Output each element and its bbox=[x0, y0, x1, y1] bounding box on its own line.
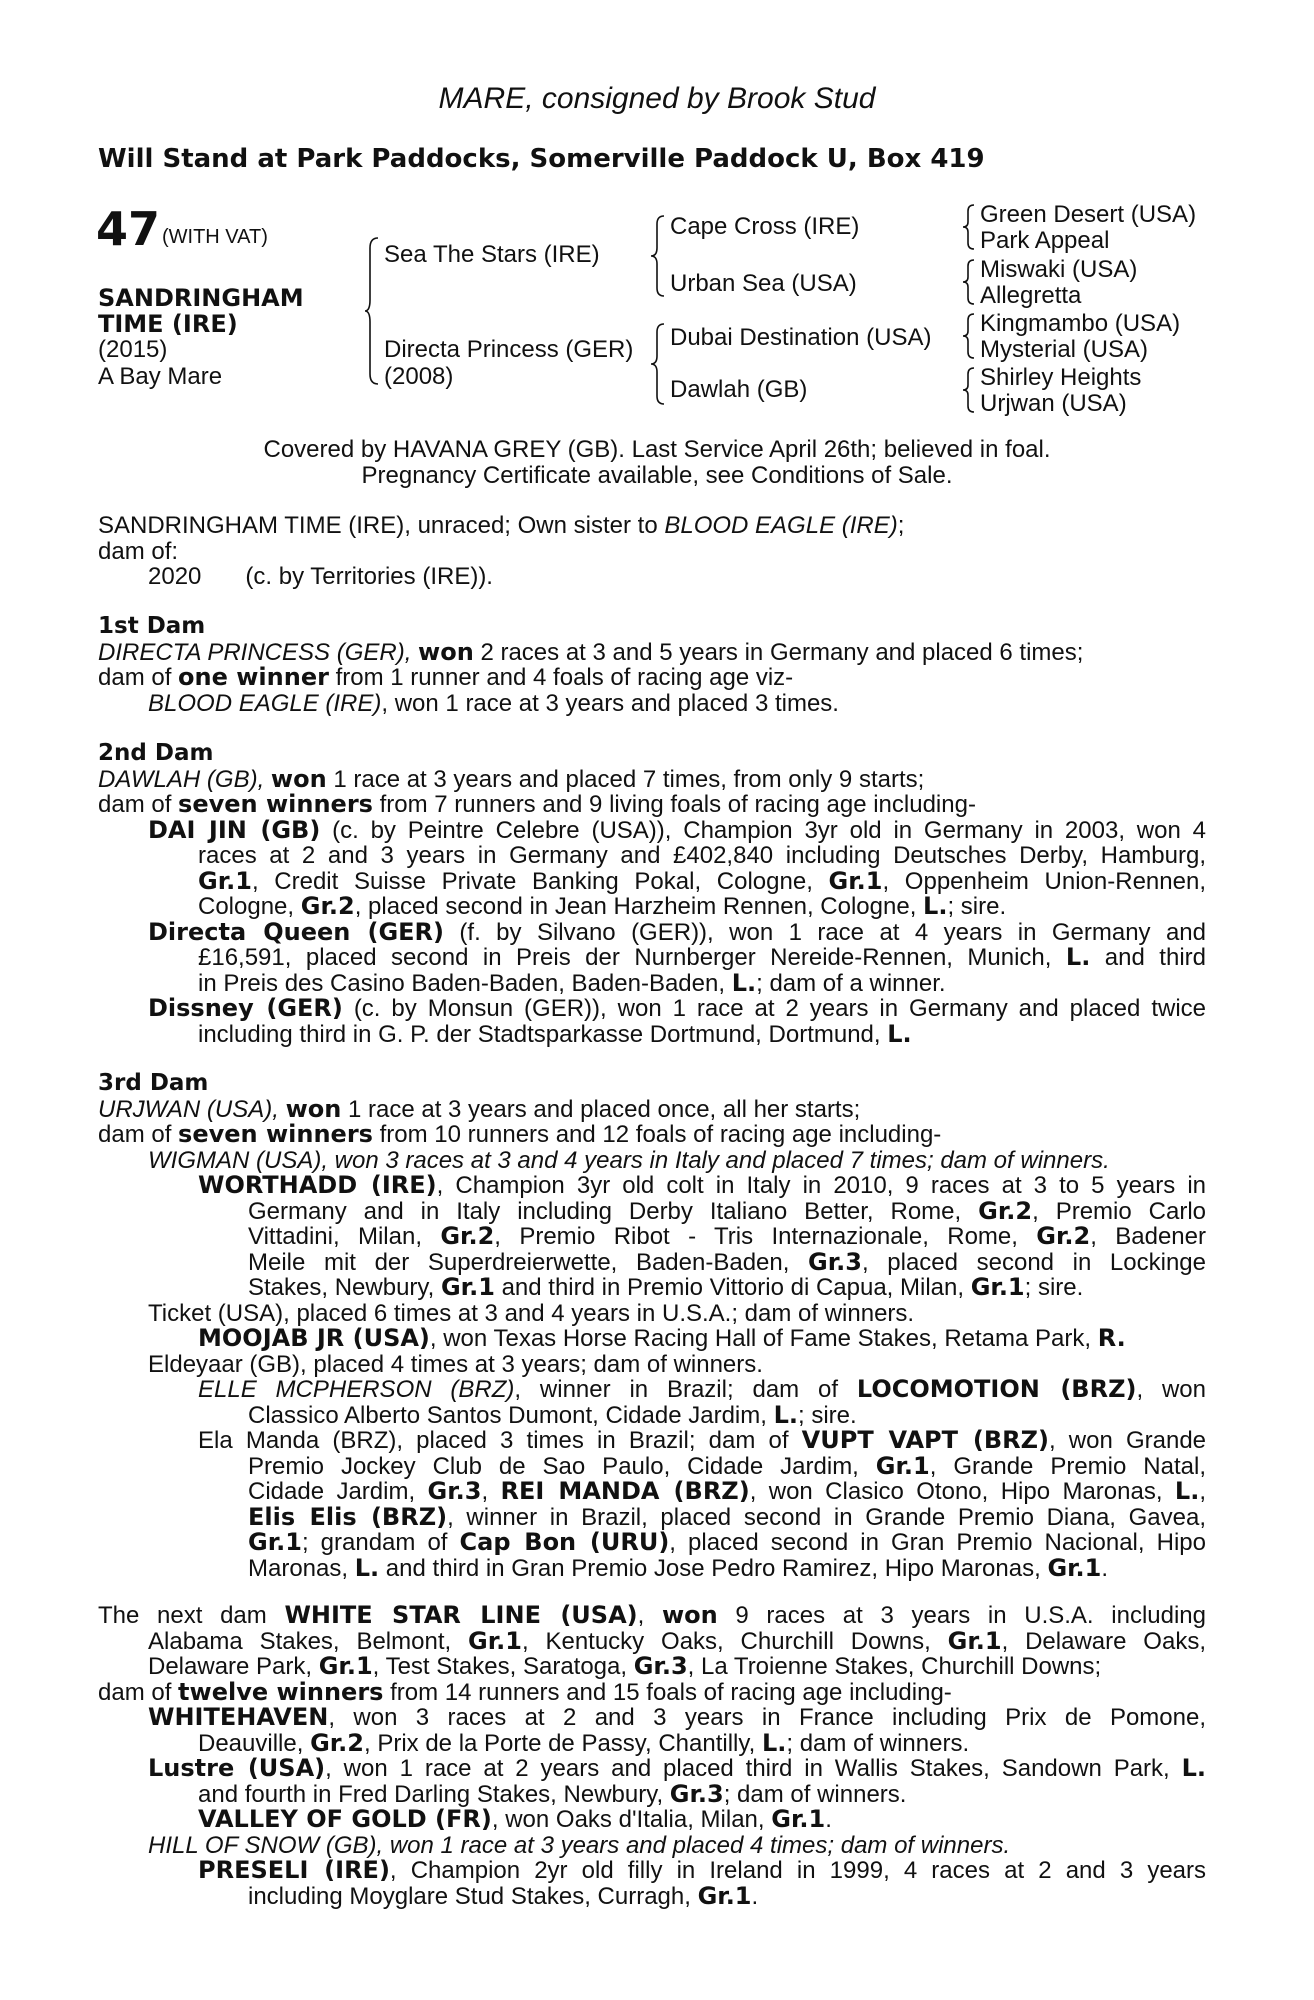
offspring-name: VALLEY OF GOLD (FR) bbox=[198, 1805, 492, 1833]
offspring-text: , Premio Carlo bbox=[1032, 1197, 1207, 1225]
pedigree-brace-3 bbox=[650, 322, 666, 406]
produce-description: (c. by Territories (IRE)). bbox=[245, 563, 493, 590]
race-grade: Gr.3 bbox=[808, 1247, 862, 1276]
foals-text: from 10 runners and 12 foals of racing age including- bbox=[372, 1121, 942, 1148]
race-grade: Gr.1 bbox=[248, 1528, 302, 1556]
pedigree-brace-g3 bbox=[962, 312, 976, 360]
next-dam-text: , Test Stakes, Saratoga, bbox=[372, 1653, 634, 1680]
offspring-name: Dissney (GER) bbox=[148, 994, 343, 1022]
offspring-text: including Moyglare Stud Stakes, Curragh, bbox=[248, 1882, 698, 1910]
pedigree-brace-g2 bbox=[962, 258, 976, 306]
pedigree-g4: Allegretta bbox=[980, 282, 1082, 309]
pedigree-dam-year: (2008) bbox=[384, 363, 454, 390]
offspring-text: , won Oaks d'Italia, Milan, bbox=[491, 1806, 772, 1833]
dam-of-text: dam of bbox=[98, 791, 179, 818]
offspring-valley-of-gold bbox=[98, 1807, 1206, 1833]
pedigree-g1: Green Desert (USA) bbox=[980, 201, 1197, 228]
offspring-name: VUPT VAPT (BRZ) bbox=[801, 1426, 1049, 1454]
offspring-text: , bbox=[1199, 1478, 1207, 1505]
won-label: won bbox=[661, 1601, 718, 1629]
intro-block bbox=[98, 513, 1206, 590]
dam-of-text: dam of bbox=[98, 1121, 179, 1148]
race-grade: Gr.2 bbox=[440, 1222, 495, 1250]
dam-name: DIRECTA PRINCESS (GER), bbox=[98, 638, 412, 666]
offspring-name: WORTHADD (IRE) bbox=[198, 1171, 437, 1199]
section-heading: 1st Dam bbox=[98, 613, 206, 639]
intro-punct: ; bbox=[897, 512, 905, 539]
offspring-text: races at 2 and 3 years in Germany and £402,840 including Deutsches Derby, Hamburg, bbox=[198, 842, 1206, 869]
dam-name: DAWLAH (GB), bbox=[98, 765, 265, 793]
offspring-text: including third in G. P. der Stadtsparkasse Dortmund, Dortmund, bbox=[198, 1020, 888, 1048]
next-dam-text: from 14 runners and 15 foals of racing age including- bbox=[383, 1678, 952, 1706]
race-grade: Gr.2 bbox=[300, 892, 355, 920]
offspring-text: , winner in Brazil, placed second in Grande Premio Diana, Gavea, bbox=[447, 1503, 1206, 1531]
race-grade: Gr.1 bbox=[828, 866, 883, 895]
offspring-text: , placed second in Lockinge bbox=[861, 1248, 1207, 1276]
offspring-worthadd bbox=[98, 1173, 1206, 1301]
won-label: won bbox=[418, 637, 474, 666]
offspring-text: and third in Gran Premio Jose Pedro Ramirez, Hipo Maronas, bbox=[379, 1554, 1048, 1582]
race-grade: Gr.1 bbox=[771, 1805, 826, 1833]
offspring-text: ; sire. bbox=[947, 893, 1007, 920]
offspring-text: , won Texas Horse Racing Hall of Fame Stakes, Retama Park, bbox=[429, 1325, 1098, 1352]
race-grade: L. bbox=[923, 892, 948, 920]
next-dam-text: , Kentucky Oaks, Churchill Downs, bbox=[521, 1627, 948, 1655]
pedigree-dam-dam: Dawlah (GB) bbox=[670, 376, 808, 403]
offspring-name: BLOOD EAGLE (IRE) bbox=[148, 689, 382, 717]
offspring-text: , Champion 2yr old filly in Ireland in 1999, 4 races at 2 and 3 years bbox=[389, 1857, 1207, 1884]
offspring-text: , winner in Brazil; dam of bbox=[514, 1376, 857, 1403]
offspring-text: and third bbox=[1090, 944, 1206, 971]
race-grade: L. bbox=[761, 1728, 787, 1757]
pedigree-g8: Urjwan (USA) bbox=[980, 390, 1127, 417]
race-grade: Gr.3 bbox=[669, 1779, 724, 1808]
race-grade: Gr.1 bbox=[468, 1626, 522, 1655]
pedigree-dam-sire: Dubai Destination (USA) bbox=[670, 324, 932, 351]
race-grade: Gr.1 bbox=[970, 1273, 1025, 1301]
offspring-hill-of-snow: HILL OF SNOW (GB), won 1 race at 3 years and placed 4 times; dam of winners. bbox=[148, 1831, 1011, 1859]
offspring-text: Deauville, bbox=[198, 1729, 311, 1757]
offspring-text: Germany and in Italy including Derby Italiano Better, Rome, bbox=[248, 1197, 979, 1225]
offspring-name: Cap Bon (URU) bbox=[459, 1528, 670, 1556]
race-grade: Gr.1 bbox=[198, 866, 252, 895]
offspring-ela-manda bbox=[98, 1428, 1206, 1581]
pedigree-brace-g1 bbox=[962, 203, 976, 251]
offspring-dissney bbox=[98, 996, 1206, 1047]
intro-dam-of: dam of: bbox=[98, 537, 179, 565]
offspring-name: PRESELI (IRE) bbox=[198, 1856, 390, 1884]
winners-count: one winner bbox=[178, 663, 329, 691]
winners-count: twelve winners bbox=[178, 1677, 384, 1706]
race-grade: Gr.1 bbox=[697, 1881, 752, 1910]
stand-location: Will Stand at Park Paddocks, Somerville Paddock U, Box 419 bbox=[98, 144, 985, 174]
offspring-text: and third in Premio Vittorio di Capua, Milan, bbox=[494, 1274, 971, 1301]
offspring-text: Vittadini, Milan, bbox=[248, 1223, 441, 1250]
offspring-text: ; sire. bbox=[1024, 1274, 1084, 1301]
offspring-moojab bbox=[98, 1326, 1206, 1352]
horse-name-line1: SANDRINGHAM bbox=[98, 284, 304, 312]
race-grade: L. bbox=[1065, 943, 1091, 971]
offspring-text: , Credit Suisse Private Banking Pokal, Cologne, bbox=[251, 867, 829, 895]
offspring-text: , placed second in Gran Premio Nacional, Hipo bbox=[669, 1529, 1206, 1556]
next-dam-text: Delaware Park, bbox=[148, 1653, 319, 1680]
offspring-text: . bbox=[825, 1806, 832, 1833]
horse-year: (2015) bbox=[98, 336, 168, 363]
offspring-text: , won Grande bbox=[1048, 1427, 1207, 1454]
offspring-text: Meile mit der Superdreierwette, Baden-Baden, bbox=[248, 1248, 809, 1276]
pedigree-sire-dam: Urban Sea (USA) bbox=[670, 270, 857, 297]
offspring-text: . bbox=[1101, 1554, 1109, 1582]
offspring-text: in Preis des Casino Baden-Baden, Baden-Baden, bbox=[198, 969, 732, 997]
offspring-wigman: WIGMAN (USA), won 3 races at 3 and 4 years in Italy and placed 7 times; dam of winners. bbox=[148, 1146, 1110, 1174]
lot-number: 47 bbox=[96, 202, 161, 256]
next-dam-text: Alabama Stakes, Belmont, bbox=[148, 1627, 469, 1655]
dam-of-text: dam of bbox=[98, 664, 179, 691]
next-dam-text: , bbox=[637, 1602, 662, 1629]
offspring-text: and fourth in Fred Darling Stakes, Newbury, bbox=[198, 1780, 670, 1808]
offspring-text: , Badener bbox=[1090, 1223, 1206, 1250]
pedigree-sire: Sea The Stars (IRE) bbox=[384, 241, 600, 268]
offspring-text: , Grande Premio Natal, bbox=[929, 1452, 1206, 1480]
pedigree-sire-sire: Cape Cross (IRE) bbox=[670, 213, 860, 240]
section-heading: 2nd Dam bbox=[98, 740, 214, 766]
next-dam-text: , Delaware Oaks, bbox=[1001, 1627, 1206, 1655]
dam-record: 2 races at 3 and 5 years in Germany and placed 6 times; bbox=[473, 638, 1084, 666]
offspring-name: Lustre (USA) bbox=[148, 1754, 326, 1782]
dam-name: WHITE STAR LINE (USA) bbox=[284, 1601, 638, 1629]
offspring-text: , placed second in Jean Harzheim Rennen, Cologne, bbox=[354, 893, 924, 920]
offspring-name: DAI JIN (GB) bbox=[148, 815, 321, 844]
pedigree-brace-1 bbox=[364, 236, 380, 386]
offspring-preseli bbox=[98, 1858, 1206, 1909]
third-dam-section bbox=[98, 1071, 1206, 1581]
offspring-text: . bbox=[751, 1882, 759, 1910]
offspring-text: Cologne, bbox=[198, 893, 301, 920]
race-grade: L. bbox=[1181, 1754, 1207, 1782]
winners-count: seven winners bbox=[178, 790, 373, 818]
offspring-name: Directa Queen (GER) bbox=[148, 917, 445, 946]
offspring-text: , won 3 races at 2 and 3 years in France including Prix de Pomone, bbox=[328, 1704, 1206, 1731]
second-dam-section bbox=[98, 741, 1206, 1047]
vat-label: (WITH VAT) bbox=[162, 226, 268, 248]
offspring-eldeyaar: Eldeyaar (GB), placed 4 times at 3 years; dam of winners. bbox=[148, 1350, 763, 1378]
page-title: MARE, consigned by Brook Stud bbox=[438, 82, 876, 115]
pedigree-g7: Shirley Heights bbox=[980, 364, 1142, 391]
dam-name: URJWAN (USA), bbox=[98, 1095, 279, 1123]
race-grade: Gr.1 bbox=[318, 1652, 373, 1680]
first-dam-section bbox=[98, 614, 1206, 716]
race-grade: Gr.1 bbox=[440, 1273, 495, 1301]
race-grade: L. bbox=[1174, 1477, 1200, 1505]
pedigree-g3: Miswaki (USA) bbox=[980, 256, 1138, 283]
offspring-name: ELLE MCPHERSON (BRZ) bbox=[198, 1376, 515, 1403]
horse-name bbox=[98, 285, 304, 337]
won-label: won bbox=[285, 1094, 342, 1123]
winners-count: seven winners bbox=[178, 1120, 373, 1148]
race-grade: L. bbox=[731, 968, 757, 997]
offspring-elle-mcpherson bbox=[98, 1377, 1206, 1428]
offspring-text: Premio Jockey Club de Sao Paulo, Cidade Jardim, bbox=[248, 1452, 876, 1480]
offspring-text: £16,591, placed second in Preis der Nurnberger Nereide-Rennen, Munich, bbox=[198, 944, 1066, 971]
offspring-text: (c. by Peintre Celebre (USA)), Champion 3yr old in Germany in 2003, won 4 bbox=[320, 816, 1206, 844]
offspring-text: , bbox=[481, 1478, 501, 1505]
offspring-text: , won bbox=[1136, 1376, 1206, 1403]
offspring-name: LOCOMOTION (BRZ) bbox=[856, 1375, 1137, 1403]
intro-text: SANDRINGHAM TIME (IRE), unraced; Own sister to bbox=[98, 512, 665, 539]
offspring-text: Maronas, bbox=[248, 1554, 355, 1582]
next-dam-text: The next dam bbox=[98, 1602, 285, 1629]
covered-line-1: Covered by HAVANA GREY (GB). Last Service April 26th; believed in foal. bbox=[263, 436, 1051, 463]
won-label: won bbox=[270, 764, 327, 793]
offspring-text: , Premio Ribot - Tris Internazionale, Rome, bbox=[494, 1223, 1037, 1250]
offspring-whitehaven bbox=[98, 1705, 1206, 1756]
race-grade: Gr.3 bbox=[427, 1477, 482, 1505]
offspring-directa-queen bbox=[98, 917, 1206, 997]
next-dam-text: , La Troienne Stakes, Churchill Downs; bbox=[687, 1653, 1102, 1680]
offspring-text: Ela Manda (BRZ), placed 3 times in Brazil; dam of bbox=[198, 1427, 802, 1454]
offspring-text: , Champion 3yr old colt in Italy in 2010, 9 races at 3 to 5 years in bbox=[436, 1172, 1207, 1199]
race-grade: L. bbox=[354, 1553, 380, 1582]
dam-record: 1 race at 3 years and placed 7 times, from only 9 starts; bbox=[326, 765, 925, 793]
offspring-text: ; dam of winners. bbox=[786, 1729, 970, 1757]
race-grade: L. bbox=[773, 1400, 798, 1429]
section-heading: 3rd Dam bbox=[98, 1070, 209, 1096]
foals-text: from 7 runners and 9 living foals of racing age including- bbox=[372, 791, 976, 818]
produce-year: 2020 bbox=[148, 563, 202, 590]
pedigree-g6: Mysterial (USA) bbox=[980, 336, 1149, 363]
foals-text: from 1 runner and 4 foals of racing age viz- bbox=[328, 664, 794, 691]
race-grade: Gr.1 bbox=[1047, 1553, 1102, 1582]
offspring-text: ; dam of winners. bbox=[723, 1780, 907, 1808]
offspring-text: Stakes, Newbury, bbox=[248, 1274, 441, 1301]
intro-sibling: BLOOD EAGLE (IRE) bbox=[664, 512, 898, 539]
horse-description: A Bay Mare bbox=[98, 363, 223, 390]
pedigree-g5: Kingmambo (USA) bbox=[980, 310, 1181, 337]
offspring-name: MOOJAB JR (USA) bbox=[198, 1324, 430, 1352]
pedigree-brace-2 bbox=[650, 214, 666, 298]
covered-line-2: Pregnancy Certificate available, see Conditions of Sale. bbox=[361, 462, 953, 489]
offspring-text: ; grandam of bbox=[301, 1529, 460, 1556]
offspring-record: , won 1 race at 3 years and placed 3 times. bbox=[381, 689, 839, 717]
next-dam-text: dam of bbox=[98, 1678, 179, 1706]
offspring-text: , won Clasico Otono, Hipo Maronas, bbox=[749, 1478, 1175, 1505]
offspring-ticket: Ticket (USA), placed 6 times at 3 and 4 years in U.S.A.; dam of winners. bbox=[148, 1299, 915, 1327]
race-grade: L. bbox=[887, 1019, 912, 1048]
offspring-text: Classico Alberto Santos Dumont, Cidade Jardim, bbox=[248, 1401, 774, 1429]
race-grade: Gr.2 bbox=[310, 1728, 364, 1757]
race-grade: Gr.2 bbox=[1036, 1222, 1091, 1250]
pedigree-g2: Park Appeal bbox=[980, 227, 1110, 254]
race-grade: Gr.3 bbox=[633, 1652, 688, 1680]
offspring-text: , won 1 race at 2 years and placed third in Wallis Stakes, Sandown Park, bbox=[325, 1755, 1182, 1782]
race-grade: Gr.2 bbox=[978, 1196, 1033, 1225]
race-grade: Gr.1 bbox=[875, 1451, 930, 1480]
next-dam-text: 9 races at 3 years in U.S.A. including bbox=[717, 1602, 1206, 1629]
offspring-name: Elis Elis (BRZ) bbox=[248, 1502, 448, 1531]
offspring-text: Cidade Jardim, bbox=[248, 1478, 428, 1505]
offspring-name: WHITEHAVEN bbox=[148, 1703, 329, 1731]
offspring-text: ; dam of a winner. bbox=[756, 969, 946, 997]
pedigree-brace-g4 bbox=[962, 366, 976, 414]
offspring-name: REI MANDA (BRZ) bbox=[500, 1477, 750, 1505]
offspring-text: (c. by Monsun (GER)), won 1 race at 2 years in Germany and placed twice bbox=[342, 995, 1207, 1022]
offspring-text: ; sire. bbox=[798, 1401, 857, 1429]
offspring-text: (f. by Silvano (GER)), won 1 race at 4 years in Germany and bbox=[444, 918, 1206, 946]
horse-name-line2: TIME (IRE) bbox=[98, 310, 238, 338]
race-grade: R. bbox=[1097, 1324, 1126, 1352]
race-grade: Gr.1 bbox=[947, 1626, 1002, 1655]
offspring-text: , Oppenheim Union-Rennen, bbox=[882, 867, 1206, 895]
pedigree-dam: Directa Princess (GER) bbox=[384, 336, 634, 363]
dam-record: 1 race at 3 years and placed once, all her starts; bbox=[341, 1095, 861, 1123]
offspring-dai-jin bbox=[98, 815, 1206, 920]
offspring-lustre bbox=[98, 1756, 1206, 1807]
next-dam-section bbox=[98, 1603, 1206, 1909]
offspring-text: , Prix de la Porte de Passy, Chantilly, bbox=[364, 1729, 762, 1757]
